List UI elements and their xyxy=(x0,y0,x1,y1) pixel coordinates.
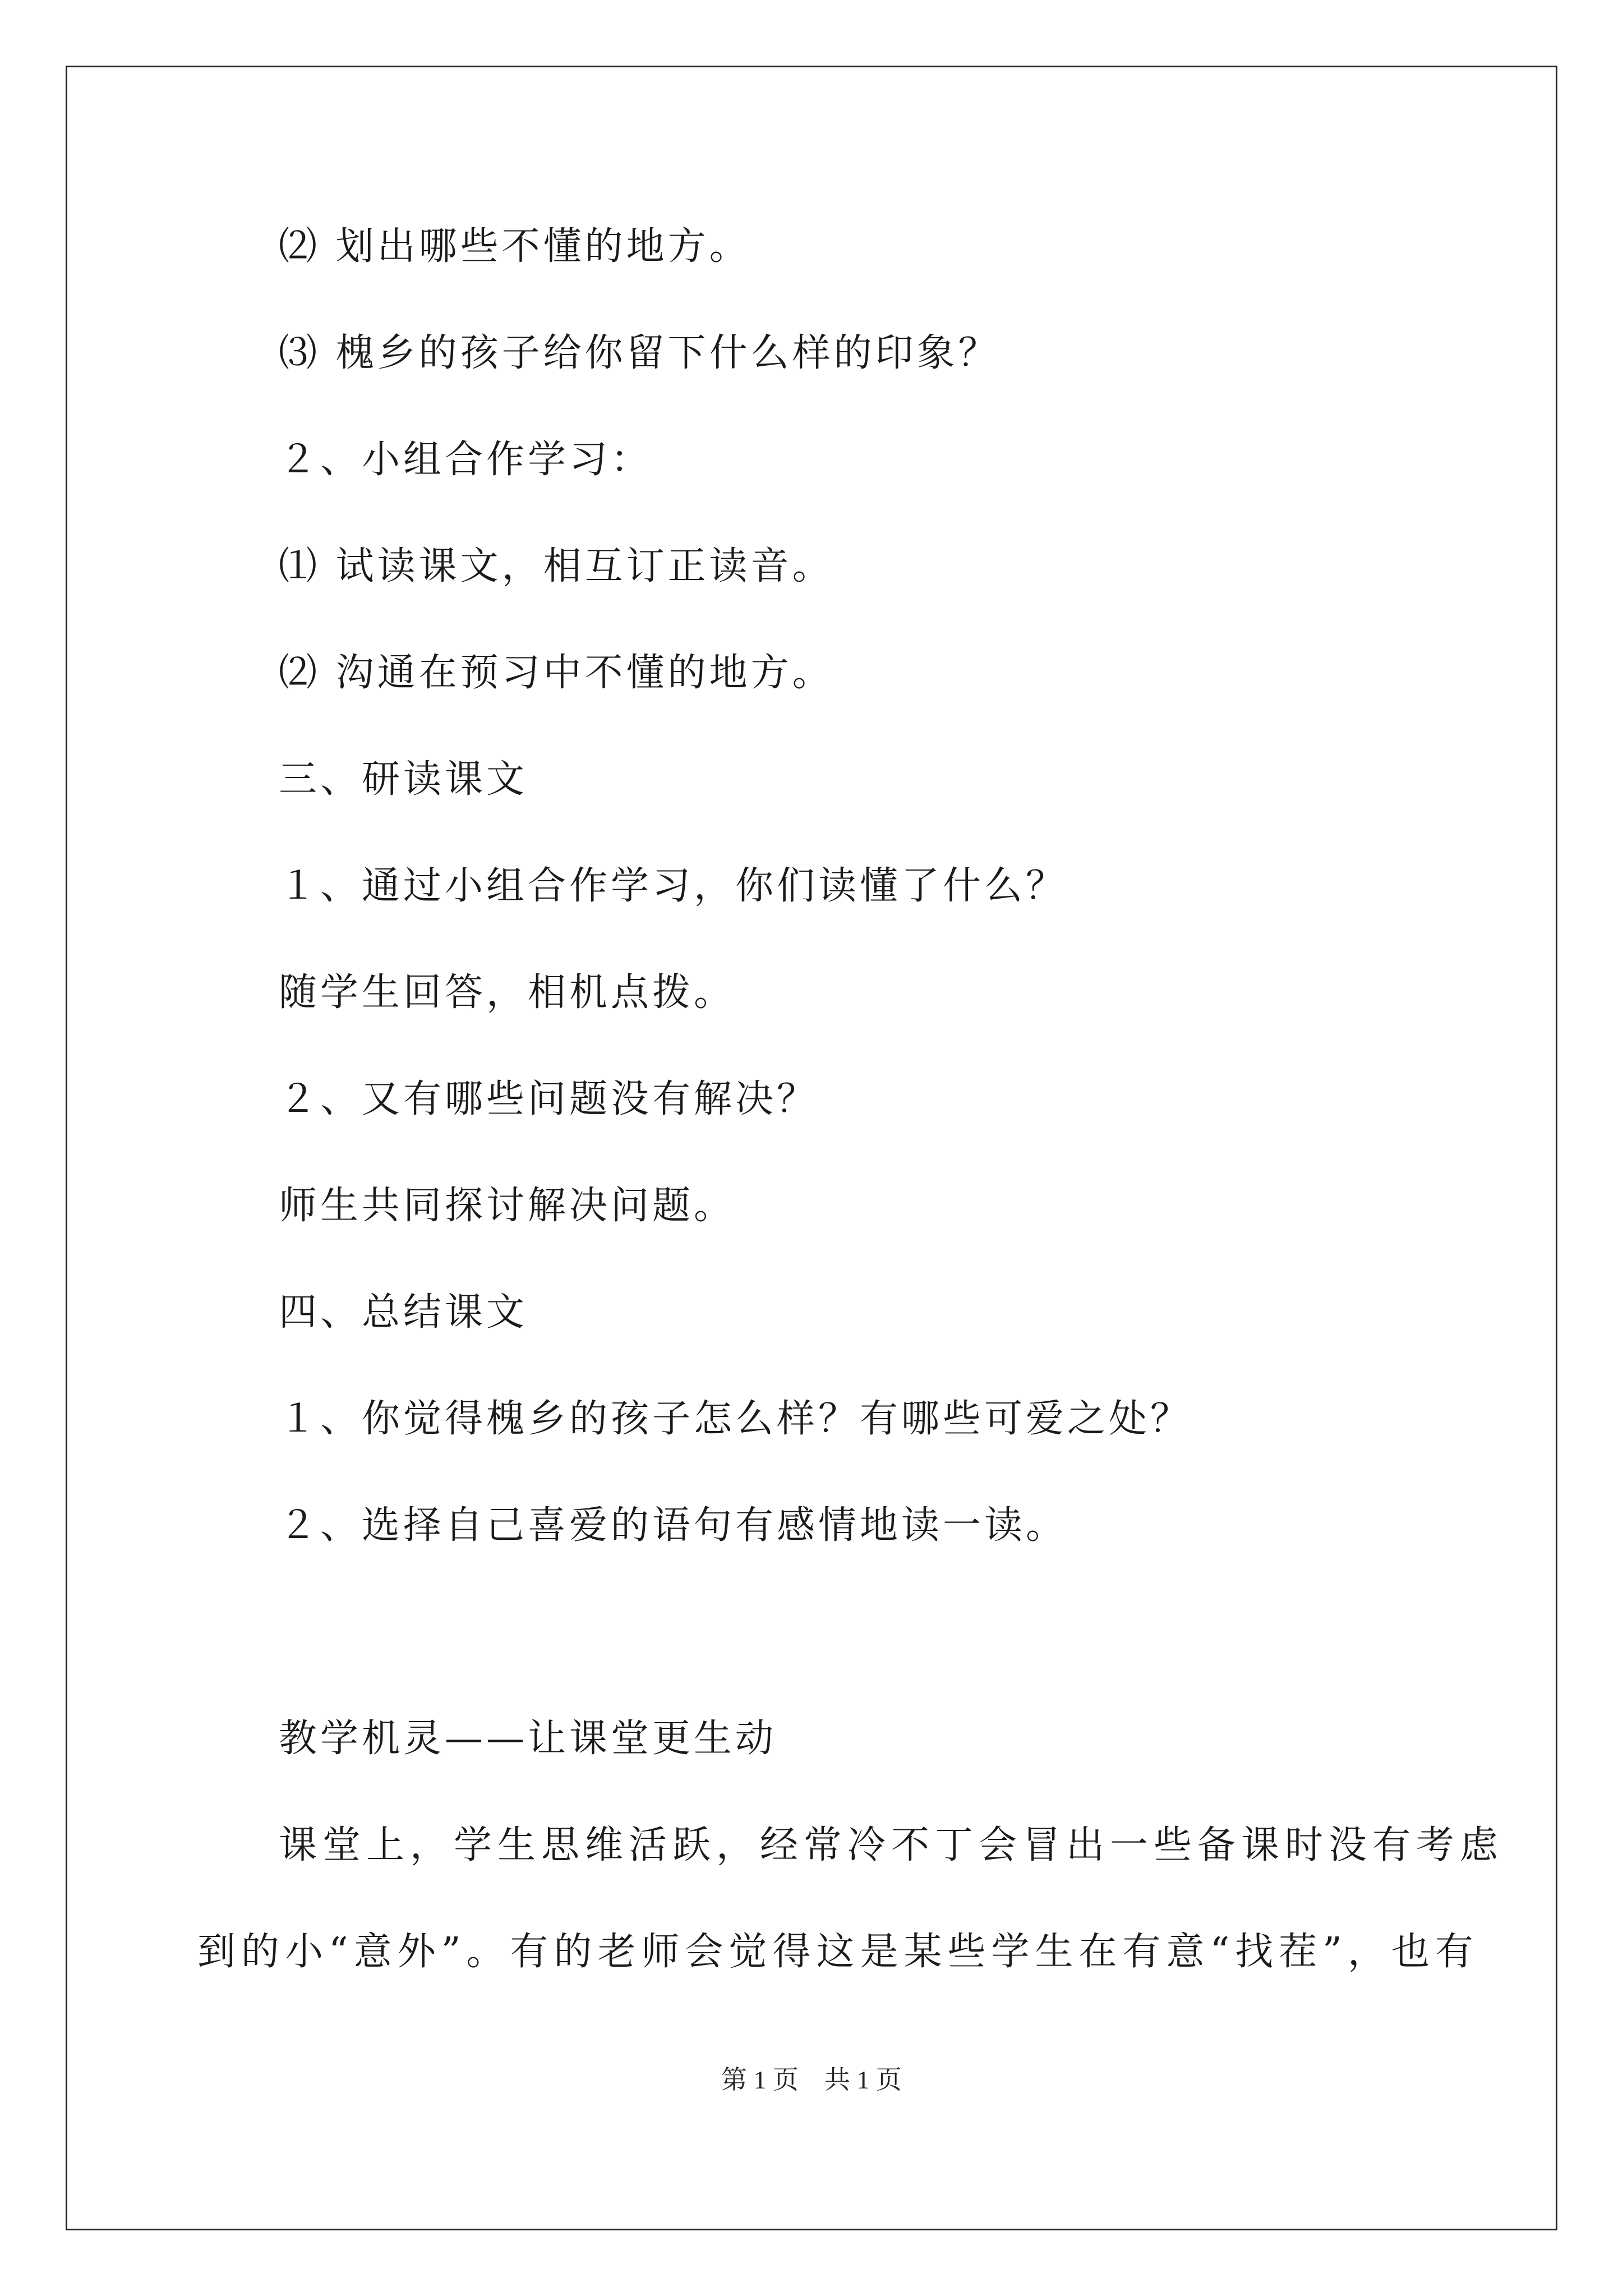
note-answer-guide: 随学生回答，相机点拨。 xyxy=(279,970,736,1015)
step-2-unsolved: ２、又有哪些问题没有解决？ xyxy=(279,1077,819,1121)
page-border xyxy=(66,66,1557,2230)
step-2-group-study: ２、小组合作学习： xyxy=(279,438,653,482)
section-title: 教学机灵——让课堂更生动 xyxy=(279,1717,777,1761)
list-item-3-impression: ⑶ 槐乡的孩子给你留下什么样的印象？ xyxy=(279,331,1000,375)
step-1-understood: １、通过小组合作学习，你们读懂了什么？ xyxy=(279,864,1068,908)
step-2-read-aloud: ２、选择自己喜爱的语句有感情地读一读。 xyxy=(279,1503,1068,1548)
page-footer: 第 1 页 共 1 页 xyxy=(721,2065,902,2094)
list-item-2-discuss: ⑵ 沟通在预习中不懂的地方。 xyxy=(279,651,834,695)
paragraph-line-1: 课堂上，学生思维活跃，经常冷不丁会冒出一些备课时没有考虑 xyxy=(279,1823,1504,1867)
note-discuss-solve: 师生共同探讨解决问题。 xyxy=(279,1184,736,1228)
list-item-2-mark: ⑵ 划出哪些不懂的地方。 xyxy=(279,224,751,269)
list-item-1-read: ⑴ 试读课文，相互订正读音。 xyxy=(279,544,834,588)
heading-summary: 四、总结课文 xyxy=(279,1290,528,1335)
heading-study-text: 三、研读课文 xyxy=(279,757,528,802)
paragraph-line-2: 到的小“意外”。有的老师会觉得这是某些学生在有意“找茬”，也有 xyxy=(197,1930,1479,1974)
step-1-feeling: １、你觉得槐乡的孩子怎么样？有哪些可爱之处？ xyxy=(279,1397,1192,1441)
